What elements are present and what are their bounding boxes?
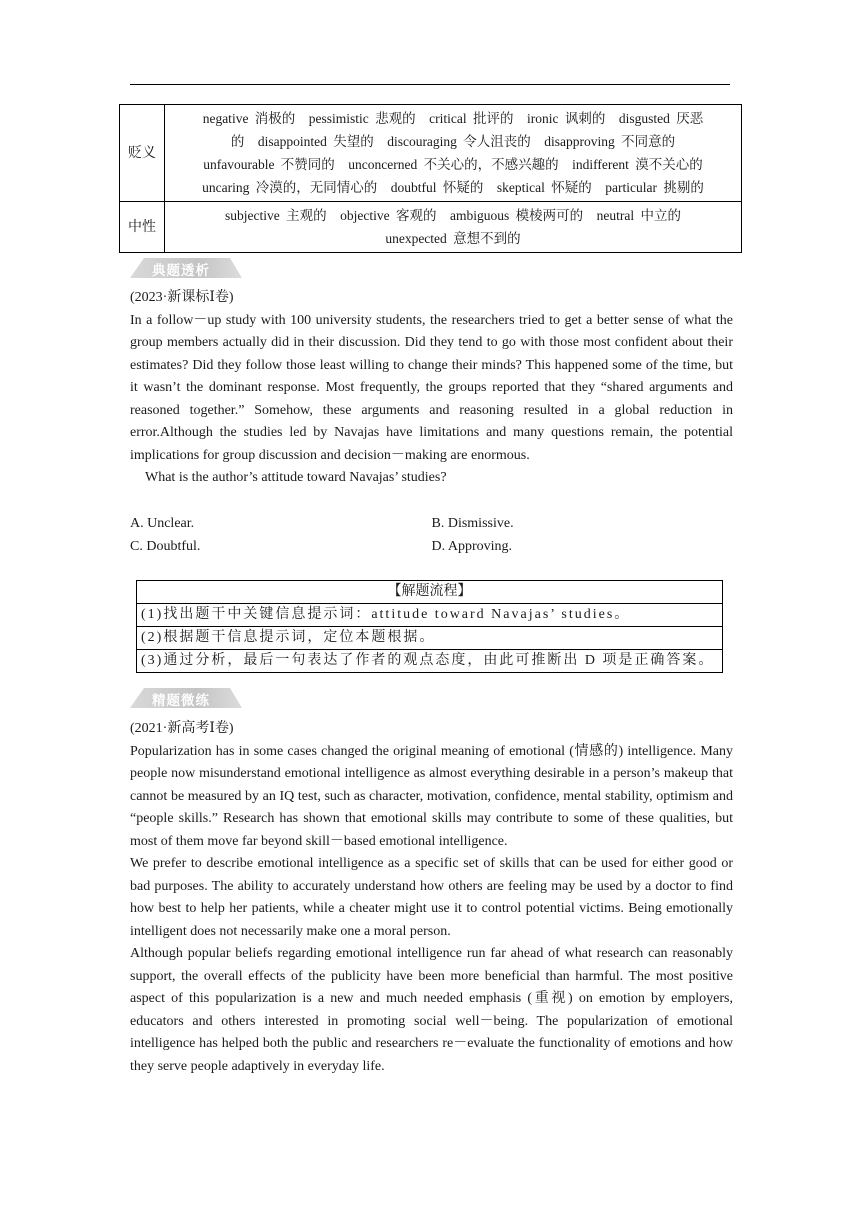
vocab-category: 贬义 [120, 105, 165, 202]
vocab-line: subjective 主观的 objective 客观的 ambiguous 模棱两可的 neutral 中立的 [225, 208, 681, 223]
answer-options [130, 512, 733, 558]
option-d: D. Approving. [431, 539, 512, 554]
vocab-words [165, 202, 742, 253]
solution-step: (1)找出题干中关键信息提示词：attitude toward Navajas’ studies。 [137, 604, 723, 627]
vocab-table [119, 104, 742, 253]
vocab-line: uncaring 冷漠的，无同情心的 doubtful 怀疑的 skeptical 怀疑的 particular 挑剔的 [202, 180, 704, 195]
solution-title: 【解题流程】 [137, 581, 723, 604]
header-rule [130, 84, 730, 85]
practice-passage-block [130, 718, 733, 1078]
option-b: B. Dismissive. [431, 516, 514, 531]
section-tag-analysis [130, 258, 242, 278]
vocab-line: negative 消极的 pessimistic 悲观的 critical 批评的 ironic 讽刺的 disgusted 厌恶 [202, 111, 704, 126]
question-text: What is the author’s attitude toward Navajas’ studies? [145, 470, 447, 485]
vocab-line: unfavourable 不赞同的 unconcerned 不关心的，不感兴趣的 indifferent 漠不关心的 [203, 157, 703, 172]
vocab-words [165, 105, 742, 202]
passage-paragraph: Popularization has in some cases changed the original meaning of emotional (情感的) intelligence. Many people now misunderstand emotional intelligence as almost everything desirable in a person’s makeup that cannot be measured by an IQ test, such as character, motivation, confidence, mental stability, optimism and “people skills.” Research has shown that emotional skills may contribute to some of these qualities, but most of them move far beyond skill－based emotional intelligence. [130, 743, 733, 849]
passage-text: In a follow－up study with 100 university students, the researchers tried to get a better sense of what the group members actually did in their discussion. Did they tend to go with those most confident about their estimates? Did they follow those least willing to change their minds? This happened some of the time, but it wasn’t the dominant response. Most frequently, the groups reported that they “shared arguments and reasoned together.” Somehow, these arguments and reasoning resulted in a global reduction in error.Although the studies led by Navajas have limitations and many questions remain, the potential implications for group discussion and decision－making are enormous. [130, 312, 733, 463]
solution-steps-table [136, 580, 723, 673]
vocab-row-negative [120, 105, 742, 202]
source-label: (2021·新高考Ⅰ卷) [130, 721, 234, 736]
section-tag-label: 精题微练 [152, 693, 210, 709]
vocab-line: unexpected 意想不到的 [385, 231, 521, 246]
option-c: C. Doubtful. [130, 539, 201, 554]
source-label: (2023·新课标Ⅰ卷) [130, 290, 234, 305]
passage-paragraph: We prefer to describe emotional intelligence as a specific set of skills that can be used for either good or bad purposes. The ability to accurately understand how others are feeling may be used by a doctor to find how best to help her patients, while a cheater might use it to control potential victims. Being emotionally intelligent does not necessarily make one a moral person. [130, 856, 733, 939]
solution-step: (2)根据题干信息提示词，定位本题根据。 [137, 627, 723, 650]
vocab-line: 的 disappointed 失望的 discouraging 令人沮丧的 disapproving 不同意的 [230, 134, 676, 149]
option-a: A. Unclear. [130, 516, 195, 531]
vocab-category: 中性 [120, 202, 165, 253]
section-tag-label: 典题透析 [152, 263, 210, 279]
passage-paragraph: Although popular beliefs regarding emotional intelligence run far ahead of what research can reasonably support, the overall effects of the publicity have been more beneficial than harmful. The most positive aspect of this popularization is a new and much needed emphasis (重视) on emotion by employers, educators and others interested in promoting social well－being. The popularization of emotional intelligence has helped both the public and researchers re－evaluate the functionality of emotions and how they serve people adaptively in everyday life. [130, 946, 733, 1074]
solution-step: (3)通过分析，最后一句表达了作者的观点态度，由此可推断出 D 项是正确答案。 [137, 650, 723, 673]
example-passage-block [130, 287, 733, 490]
vocab-row-neutral [120, 202, 742, 253]
section-tag-practice [130, 688, 242, 708]
